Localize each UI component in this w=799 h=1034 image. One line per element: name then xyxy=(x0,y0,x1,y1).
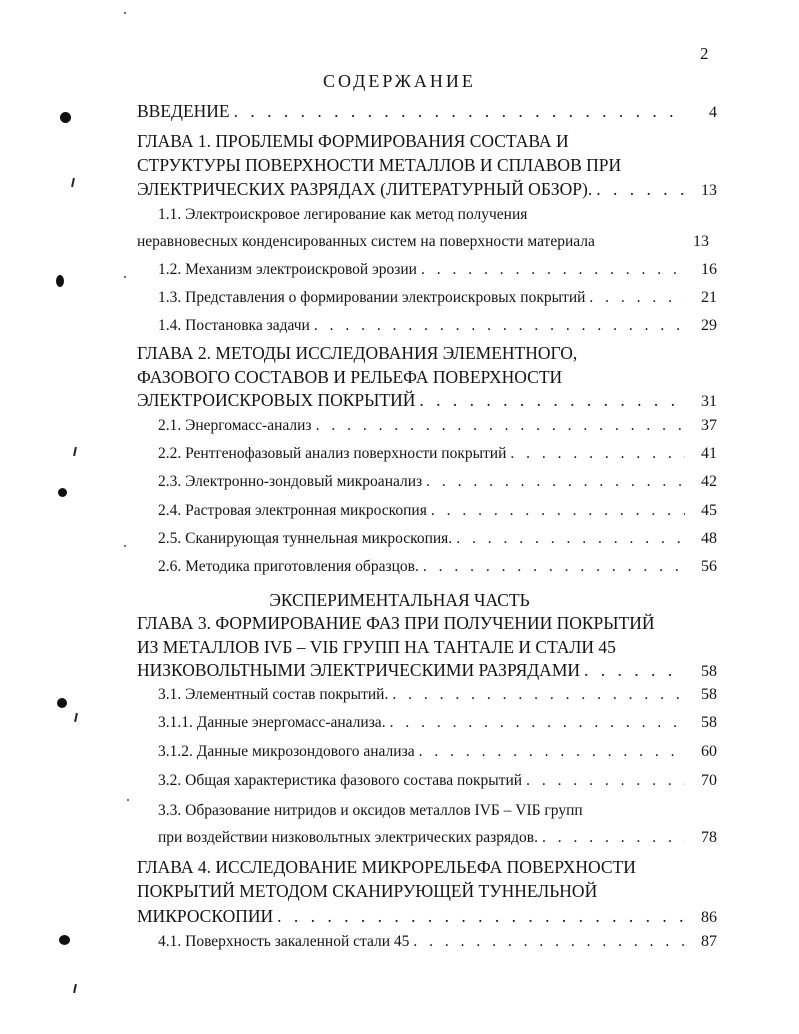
toc-page-number: 78 xyxy=(701,829,717,846)
scan-speck xyxy=(124,276,126,278)
scan-mark xyxy=(60,112,71,123)
toc-entry-label: 3.1.2. Данные микрозондового анализа xyxy=(158,743,415,760)
chapter-4-heading-line-1[interactable]: ГЛАВА 4. ИССЛЕДОВАНИЕ МИКРОРЕЛЬЕФА ПОВЕРХНОСТИ xyxy=(137,857,636,877)
leader-dots xyxy=(456,530,685,548)
toc-page-number: 41 xyxy=(701,445,717,462)
toc-entry-section-1-4[interactable] xyxy=(158,317,717,343)
leader-dots xyxy=(390,714,685,732)
chapter-2-heading-line-2[interactable]: ФАЗОВОГО СОСТАВОВ И РЕЛЬЕФА ПОВЕРХНОСТИ xyxy=(137,367,563,387)
toc-page-number: 58 xyxy=(701,714,717,731)
toc-entry-section-2-5[interactable] xyxy=(158,530,717,556)
toc-page-number: 42 xyxy=(701,473,717,490)
toc-entry-section-4-1[interactable] xyxy=(158,933,717,959)
chapter-2-heading-line-3: ЭЛЕКТРОИСКРОВЫХ ПОКРЫТИЙ xyxy=(137,390,416,410)
leader-dots xyxy=(316,417,685,435)
toc-entry-section-2-1[interactable] xyxy=(158,417,717,443)
section-1-1-line-2[interactable]: неравновесных конденсированных систем на поверхности материала xyxy=(137,233,595,250)
toc-entry-chapter-3[interactable] xyxy=(137,660,717,686)
chapter-3-heading-line-3: НИЗКОВОЛЬТНЫМИ ЭЛЕКТРИЧЕСКИМИ РАЗРЯДАМИ xyxy=(137,660,581,680)
leader-dots xyxy=(589,289,685,307)
scan-tick xyxy=(73,447,77,456)
toc-entry-intro[interactable] xyxy=(137,101,717,127)
toc-entry-section-1-2[interactable] xyxy=(158,261,717,287)
document-title: СОДЕРЖАНИЕ xyxy=(323,71,476,91)
scan-mark xyxy=(58,488,67,497)
toc-entry-label: 4.1. Поверхность закаленной стали 45 xyxy=(158,933,410,950)
scan-mark xyxy=(56,275,64,287)
toc-page-number: 4 xyxy=(709,104,717,121)
chapter-4-heading-line-2[interactable]: ПОКРЫТИЙ МЕТОДОМ СКАНИРУЮЩЕЙ ТУННЕЛЬНОЙ xyxy=(137,881,598,901)
leader-dots xyxy=(419,743,685,761)
toc-page-number: 37 xyxy=(701,417,717,434)
scan-tick xyxy=(74,713,78,722)
chapter-3-heading-line-2[interactable]: ИЗ МЕТАЛЛОВ IVБ – VIБ ГРУПП НА ТАНТАЛЕ И СТАЛИ 45 xyxy=(137,637,616,657)
chapter-4-heading-line-3: МИКРОСКОПИИ xyxy=(137,906,274,926)
leader-dots xyxy=(419,390,685,411)
toc-page-number: 31 xyxy=(701,393,717,410)
toc-entry-label: 3.1.1. Данные энергомасс-анализа. xyxy=(158,714,386,731)
toc-entry-section-1-3[interactable] xyxy=(158,289,717,315)
toc-entry-label: 2.1. Энергомасс-анализ xyxy=(158,417,312,434)
toc-page-number: 16 xyxy=(701,261,717,278)
scan-speck xyxy=(127,799,129,801)
scan-speck xyxy=(124,545,126,547)
toc-page-number: 29 xyxy=(701,317,717,334)
chapter-1-heading-line-3: ЭЛЕКТРИЧЕСКИХ РАЗРЯДАХ (ЛИТЕРАТУРНЫЙ ОБЗОР). xyxy=(137,179,593,199)
chapter-1-heading-line-2[interactable]: СТРУКТУРЫ ПОВЕРХНОСТИ МЕТАЛЛОВ И СПЛАВОВ ПРИ xyxy=(137,155,622,175)
section-3-3-line-1[interactable]: 3.3. Образование нитридов и оксидов металлов IVБ – VIБ групп xyxy=(158,802,583,819)
toc-page-number: 86 xyxy=(701,909,717,926)
scan-speck xyxy=(124,12,126,14)
toc-page-number: 58 xyxy=(701,663,717,680)
leader-dots xyxy=(421,261,685,279)
toc-page-number: 87 xyxy=(701,933,717,950)
toc-entry-label: 2.5. Сканирующая туннельная микроскопия. xyxy=(158,530,453,547)
leader-dots xyxy=(392,686,685,704)
leader-dots xyxy=(542,829,685,847)
toc-entry-label: 2.4. Растровая электронная микроскопия xyxy=(158,502,427,519)
section-heading-experimental: ЭКСПЕРИМЕНТАЛЬНАЯ ЧАСТЬ xyxy=(269,590,530,610)
leader-dots xyxy=(413,933,685,951)
page-number: 2 xyxy=(700,44,709,63)
leader-dots xyxy=(584,660,685,681)
section-3-3-line-2: при воздействии низковольтных электрических разрядов. xyxy=(158,829,538,846)
toc-entry-section-2-6[interactable] xyxy=(158,558,717,584)
section-1-1-line-1[interactable]: 1.1. Электроискровое легирование как метод получения xyxy=(158,206,528,223)
toc-entry-section-2-3[interactable] xyxy=(158,473,717,499)
toc-page-number: 70 xyxy=(701,772,717,789)
toc-entry-section-3-2[interactable] xyxy=(158,772,717,798)
toc-entry-chapter-2[interactable] xyxy=(137,390,717,416)
scan-mark xyxy=(59,935,70,945)
leader-dots xyxy=(314,317,685,335)
leader-dots xyxy=(423,558,685,576)
leader-dots xyxy=(596,179,685,200)
leader-dots xyxy=(431,502,685,520)
toc-page-number: 13 xyxy=(701,182,717,199)
toc-entry-label: 2.2. Рентгенофазовый анализ поверхности покрытий xyxy=(158,445,507,462)
toc-page-number: 60 xyxy=(701,743,717,760)
scan-mark xyxy=(57,698,67,708)
toc-entry-label: ВВЕДЕНИЕ xyxy=(137,101,230,121)
toc-entry-label: 3.1. Элементный состав покрытий. xyxy=(158,686,389,703)
toc-entry-chapter-4[interactable] xyxy=(137,906,717,932)
toc-page-number: 21 xyxy=(701,289,717,306)
leader-dots xyxy=(510,445,685,463)
scan-tick xyxy=(73,984,77,993)
toc-entry-section-3-1-2[interactable] xyxy=(158,743,717,769)
toc-entry-chapter-1[interactable] xyxy=(137,179,717,205)
toc-entry-label: 1.2. Механизм электроискровой эрозии xyxy=(158,261,417,278)
toc-page-number: 56 xyxy=(701,558,717,575)
chapter-1-heading-line-1[interactable]: ГЛАВА 1. ПРОБЛЕМЫ ФОРМИРОВАНИЯ СОСТАВА И xyxy=(137,131,569,151)
toc-entry-label: 2.6. Методика приготовления образцов. xyxy=(158,558,419,575)
leader-dots xyxy=(526,772,685,790)
chapter-2-heading-line-1[interactable]: ГЛАВА 2. МЕТОДЫ ИССЛЕДОВАНИЯ ЭЛЕМЕНТНОГО, xyxy=(137,343,578,363)
toc-entry-section-3-1[interactable] xyxy=(158,686,717,712)
toc-page-number: 58 xyxy=(701,686,717,703)
toc-page-number: 48 xyxy=(701,530,717,547)
section-1-1-page: 13 xyxy=(693,233,709,250)
chapter-3-heading-line-1[interactable]: ГЛАВА 3. ФОРМИРОВАНИЕ ФАЗ ПРИ ПОЛУЧЕНИИ ПОКРЫТИЙ xyxy=(137,613,655,633)
toc-entry-section-2-2[interactable] xyxy=(158,445,717,471)
toc-entry-section-3-3[interactable] xyxy=(158,829,717,855)
toc-entry-label: 3.2. Общая характеристика фазового состава покрытий xyxy=(158,772,523,789)
scan-tick xyxy=(71,178,75,187)
leader-dots xyxy=(234,101,685,122)
toc-entry-label: 1.3. Представления о формировании электроискровых покрытий xyxy=(158,289,586,306)
leader-dots xyxy=(426,473,685,491)
leader-dots xyxy=(277,906,685,927)
toc-entry-label: 2.3. Электронно-зондовый микроанализ xyxy=(158,473,423,490)
toc-entry-label: 1.4. Постановка задачи xyxy=(158,317,310,334)
toc-entry-section-2-4[interactable] xyxy=(158,502,717,528)
toc-entry-section-3-1-1[interactable] xyxy=(158,714,717,740)
toc-page-number: 45 xyxy=(701,502,717,519)
